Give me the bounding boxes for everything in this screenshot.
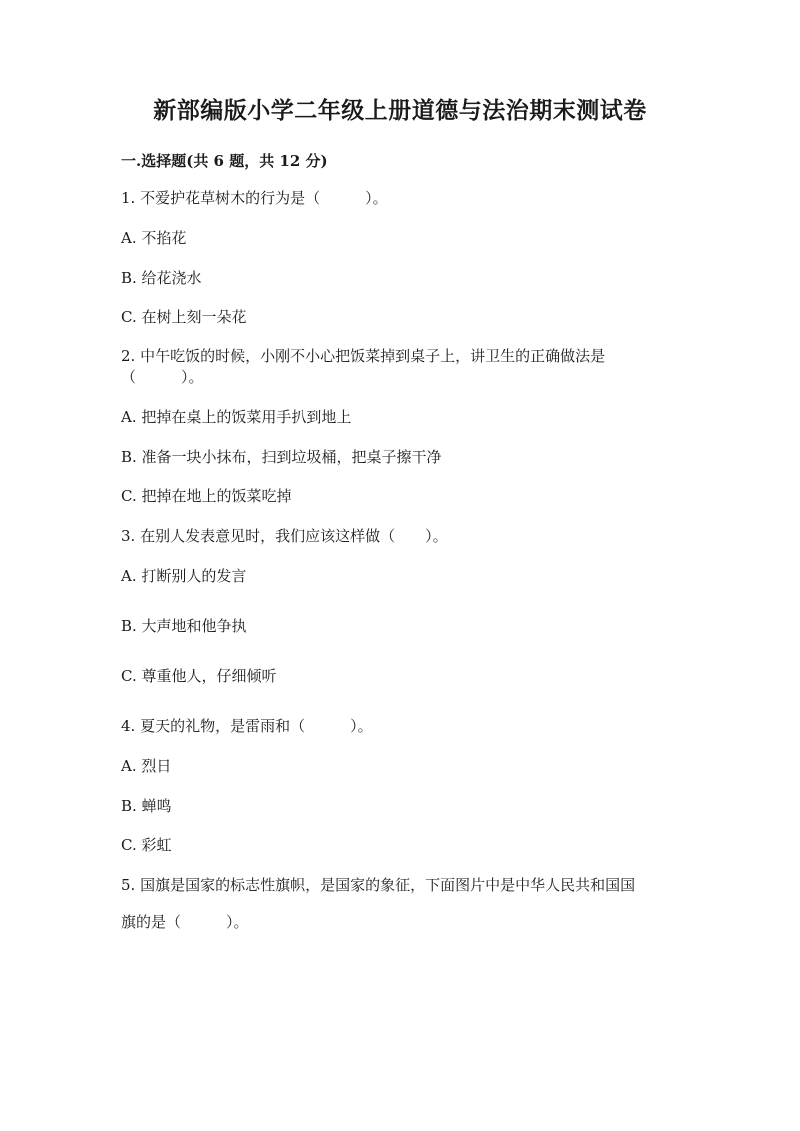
question-2-option-a[interactable]: A. 把掉在桌上的饭菜用手扒到地上 xyxy=(121,408,352,426)
question-1-option-a[interactable]: A. 不掐花 xyxy=(121,229,187,247)
question-2-option-c[interactable]: C. 把掉在地上的饭菜吃掉 xyxy=(121,487,292,505)
section-heading: 一.选择题(共 6 题，共 12 分) xyxy=(121,152,328,170)
question-5-stem-continued: 旗的是（ ）。 xyxy=(121,913,249,931)
page-title: 新部编版小学二年级上册道德与法治期末测试卷 xyxy=(153,97,647,124)
question-2-option-b[interactable]: B. 准备一块小抹布，扫到垃圾桶，把桌子擦干净 xyxy=(121,448,442,466)
question-2-stem-continued: （ ）。 xyxy=(121,368,204,386)
question-1-option-c[interactable]: C. 在树上刻一朵花 xyxy=(121,308,247,326)
question-3-option-a[interactable]: A. 打断别人的发言 xyxy=(121,567,247,585)
question-3-stem: 3. 在别人发表意见时，我们应该这样做（ ）。 xyxy=(121,527,448,545)
question-3-option-c[interactable]: C. 尊重他人，仔细倾听 xyxy=(121,667,277,685)
question-4-stem: 4. 夏天的礼物，是雷雨和（ ）。 xyxy=(121,717,373,735)
question-3-option-b[interactable]: B. 大声地和他争执 xyxy=(121,617,247,635)
question-4-option-c[interactable]: C. 彩虹 xyxy=(121,836,172,854)
question-2-stem: 2. 中午吃饭的时候，小刚不小心把饭菜掉到桌子上，讲卫生的正确做法是 xyxy=(121,347,606,365)
question-4-option-a[interactable]: A. 烈日 xyxy=(121,757,172,775)
question-5-stem: 5. 国旗是国家的标志性旗帜，是国家的象征，下面图片中是中华人民共和国国 xyxy=(121,876,636,894)
question-1-stem: 1. 不爱护花草树木的行为是（ ）。 xyxy=(121,189,388,207)
question-1-option-b[interactable]: B. 给花浇水 xyxy=(121,269,202,287)
question-4-option-b[interactable]: B. 蝉鸣 xyxy=(121,797,172,815)
